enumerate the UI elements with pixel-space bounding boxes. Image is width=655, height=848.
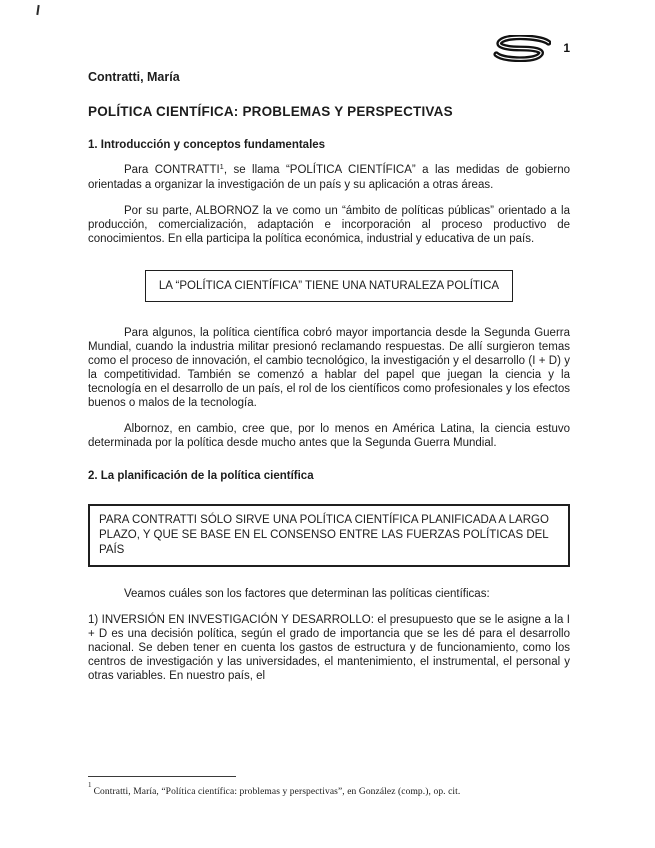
highlight-box-2 [88, 504, 570, 567]
paragraph-1-continuation: , se llama “POLÍTICA CIENTÍFICA” a las medidas de gobierno orientadas a organizar la investigación de un país y su aplicación a otras áreas. [88, 164, 570, 191]
paragraph-3: Para algunos, la política científica cobró mayor importancia desde la Segunda Guerra Mundial, cuando la industria militar presionó reclamando respuestas. De allí surgieron temas como el proceso de innovación, el cambio tecnológico, la investigación y el desarrollo (I + D) y la competitividad. También se comenzó a hablar del papel que juegan la ciencia y la tecnología en el desarrollo de un país, el rol de los científicos como profesionales y los efectos buenos o malos de la tecnología. [88, 327, 570, 409]
page-header [88, 34, 570, 62]
footnote-reference-1: 1 [219, 162, 224, 171]
paragraph-1-text: Para CONTRATTI [124, 164, 220, 176]
highlight-box-2-text: PARA CONTRATTI SÓLO SIRVE UNA POLÍTICA CIENTÍFICA PLANIFICADA A LARGO PLAZO, Y QUE SE BASE EN EL CONSENSO ENTRE LAS FUERZAS POLÍTICAS DEL PAÍS [99, 514, 549, 556]
calligraphic-s-logo-icon [493, 35, 551, 62]
page-number: 1 [563, 41, 570, 55]
paragraph-6: 1) INVERSIÓN EN INVESTIGACIÓN Y DESARROLLO: el presupuesto que se le asigne a la I + D es una decisión política, según el grado de importancia que se les dé para el desarrollo nacional. Se deben tener en cuenta los gastos de estructura y de funcionamiento, como los centros de investigación y las universidades, el mantenimiento, el instrumental, el personal y otras variables. En nuestro país, el [88, 614, 570, 682]
footnote-text [88, 782, 570, 798]
highlight-box-1 [145, 270, 513, 302]
section-heading-1: 1. Introducción y conceptos fundamentales [88, 139, 326, 151]
paragraph-2: Por su parte, ALBORNOZ la ve como un “ámbito de políticas públicas” orientado a la producción, comercialización, adaptación e incorporación al proceso productivo de conocimientos. En ella participa la política económica, industrial y educativa de un país. [88, 205, 570, 245]
author-name: Contratti, María [88, 70, 180, 84]
highlight-box-1-text: LA “POLÍTICA CIENTÍFICA” TIENE UNA NATURALEZA POLÍTICA [158, 280, 500, 292]
paragraph-5: Veamos cuáles son los factores que determinan las políticas científicas: [124, 588, 490, 600]
document-title: POLÍTICA CIENTÍFICA: PROBLEMAS Y PERSPECTIVAS [88, 104, 453, 119]
footnote-marker: 1 [88, 780, 92, 789]
footnote-body: Contratti, María, “Política científica: problemas y perspectivas”, en González (comp.), op. cit. [93, 787, 461, 797]
paragraph-4: Albornoz, en cambio, cree que, por lo menos en América Latina, la ciencia estuvo determinada por la política desde mucho antes que la Segunda Guerra Mundial. [88, 423, 570, 449]
footnote-separator-line [88, 776, 236, 777]
section-heading-2: 2. La planificación de la política científica [88, 470, 314, 482]
paragraph-1 [88, 163, 570, 192]
scan-artifact [36, 5, 39, 15]
footnote-area [88, 776, 570, 798]
